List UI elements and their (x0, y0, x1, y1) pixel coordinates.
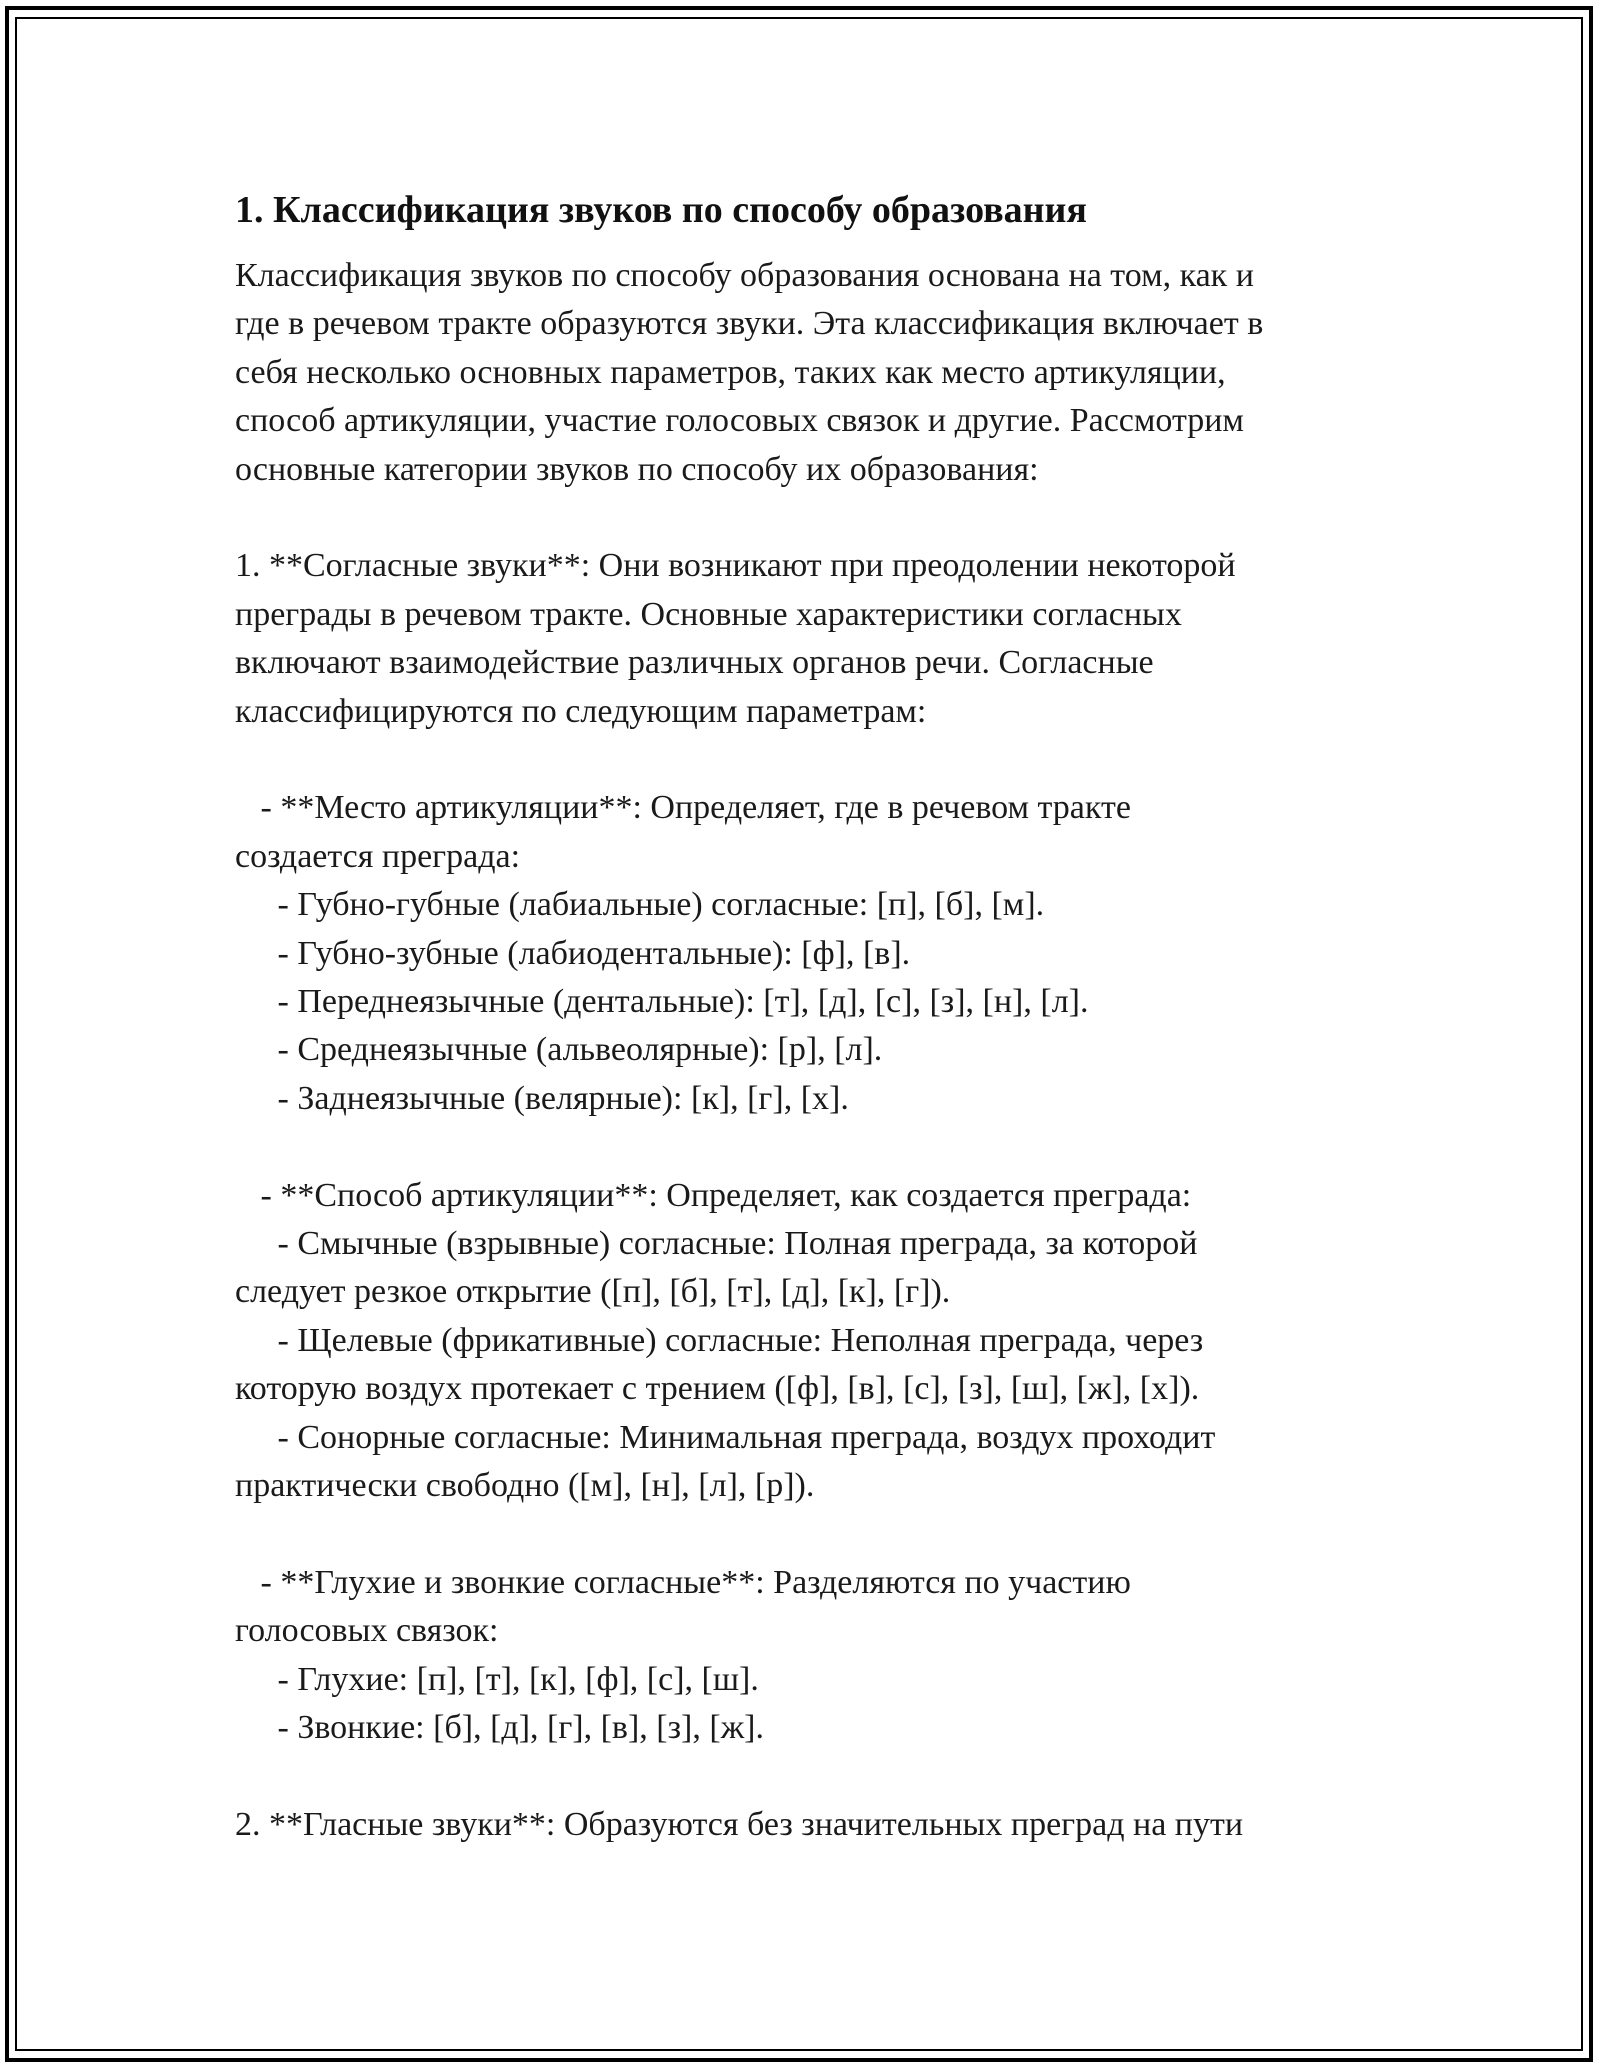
text-line: - Смычные (взрывные) согласные: Полная преграда, за которой (235, 1225, 1198, 1263)
text-line: - Звонкие: [б], [д], [г], [в], [з], [ж]. (235, 1709, 765, 1747)
text-line: - Глухие: [п], [т], [к], [ф], [с], [ш]. (235, 1660, 759, 1698)
document-text (235, 252, 1395, 1849)
text-line: - Щелевые (фрикативные) согласные: Неполная преграда, через (235, 1321, 1204, 1359)
text-line: создается преграда: (235, 837, 521, 875)
text-line: - Среднеязычные (альвеолярные): [р], [л]. (235, 1031, 883, 1069)
text-line: голосовых связок: (235, 1612, 499, 1650)
text-line: 1. **Согласные звуки**: Они возникают при преодолении некоторой (235, 547, 1236, 585)
text-line: практически свободно ([м], [н], [л], [р]). (235, 1467, 815, 1505)
text-line: которую воздух протекает с трением ([ф], [в], [с], [з], [ш], [ж], [х]). (235, 1370, 1200, 1408)
text-line: себя несколько основных параметров, таких как место артикуляции, (235, 353, 1226, 391)
text-line: - Губно-губные (лабиальные) согласные: [п], [б], [м]. (235, 886, 1045, 924)
text-line: где в речевом тракте образуются звуки. Эта классификация включает в (235, 305, 1264, 343)
text-line: 2. **Гласные звуки**: Образуются без значительных преград на пути (235, 1805, 1244, 1843)
text-line: - Губно-зубные (лабиодентальные): [ф], [в]. (235, 934, 911, 972)
blank-line (235, 1123, 1395, 1171)
text-line: классифицируются по следующим параметрам: (235, 692, 927, 730)
text-line: включают взаимодействие различных органов речи. Согласные (235, 644, 1154, 682)
text-line: - **Место артикуляции**: Определяет, где в речевом тракте (235, 789, 1131, 827)
text-line: следует резкое открытие ([п], [б], [т], [д], [к], [г]). (235, 1273, 951, 1311)
text-line: - **Глухие и звонкие согласные**: Разделяются по участию (235, 1563, 1131, 1601)
text-line: преграды в речевом тракте. Основные характеристики согласных (235, 595, 1182, 633)
blank-line (235, 494, 1395, 542)
blank-line (235, 1753, 1395, 1801)
blank-line (235, 1511, 1395, 1559)
text-line: - Заднеязычные (велярные): [к], [г], [х]. (235, 1079, 849, 1117)
document-title: 1. Классификация звуков по способу образования (235, 189, 1087, 231)
text-line: - **Способ артикуляции**: Определяет, как создается преграда: (235, 1176, 1192, 1214)
text-line: основные категории звуков по способу их образования: (235, 450, 1039, 488)
text-line: - Переднеязычные (дентальные): [т], [д], [с], [з], [н], [л]. (235, 983, 1089, 1021)
text-line: - Сонорные согласные: Минимальная преграда, воздух проходит (235, 1418, 1216, 1456)
document-body (235, 186, 1395, 1849)
text-line: способ артикуляции, участие голосовых связок и другие. Рассмотрим (235, 402, 1244, 440)
text-line: Классификация звуков по способу образования основана на том, как и (235, 257, 1254, 294)
blank-line (235, 736, 1395, 784)
